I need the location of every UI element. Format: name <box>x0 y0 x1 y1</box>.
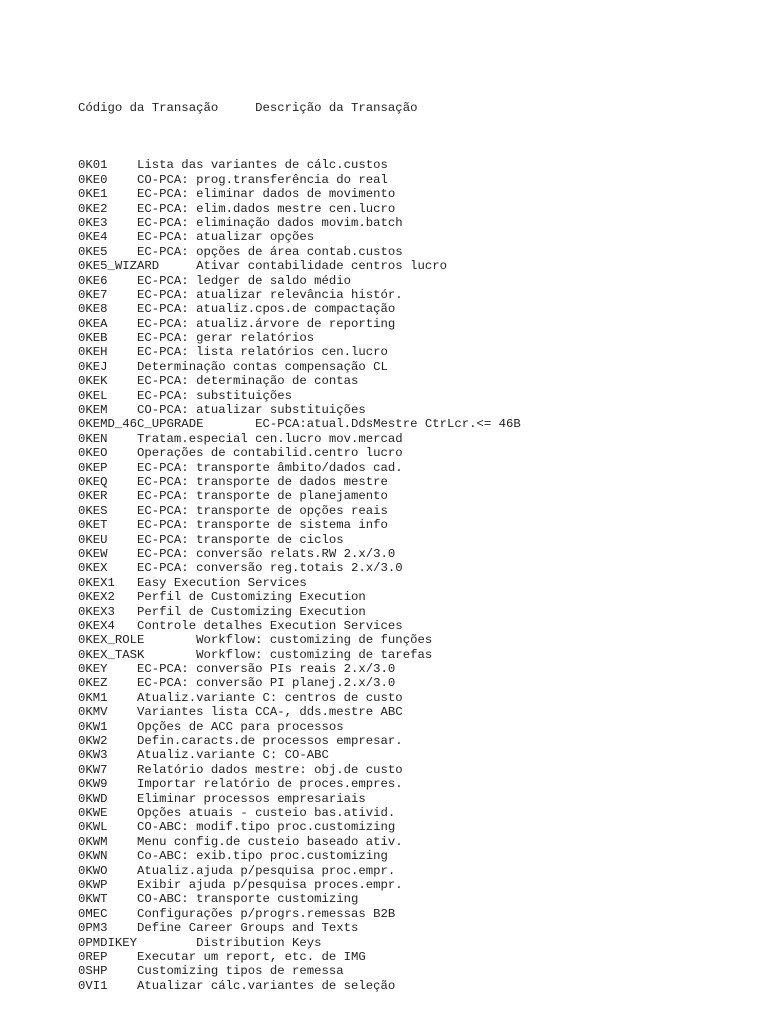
transaction-row: 0KWM Menu config.de custeio baseado ativ. <box>78 834 403 849</box>
transaction-row: 0KWE Opções atuais - custeio bas.ativid. <box>78 805 396 820</box>
transaction-row: 0KEN Tratam.especial cen.lucro mov.mercad <box>78 431 403 446</box>
transaction-row: 0PM3 Define Career Groups and Texts <box>78 921 359 936</box>
transaction-row: 0KE5_WIZARD Ativar contabilidade centros lucro <box>78 259 447 274</box>
transaction-row: 0KEX_TASK Workflow: customizing de tarefas <box>78 647 433 662</box>
transaction-row: 0KWT CO-ABC: transporte customizing <box>78 892 359 907</box>
transaction-row: 0KW2 Defin.caracts.de processos empresar. <box>78 734 403 749</box>
column-header-line: Código da Transação Descrição da Transação <box>78 100 418 115</box>
transaction-row: 0KWD Eliminar processos empresariais <box>78 791 366 806</box>
transaction-row: 0KES EC-PCA: transporte de opções reais <box>78 503 388 518</box>
transaction-row: 0VI1 Atualizar cálc.variantes de seleção <box>78 978 396 993</box>
transaction-row: 0KEP EC-PCA: transporte âmbito/dados cad. <box>78 460 403 475</box>
transaction-row: 0KW7 Relatório dados mestre: obj.de custo <box>78 762 403 777</box>
transaction-row: 0KEX_ROLE Workflow: customizing de funções <box>78 633 433 648</box>
transaction-row: 0KE0 CO-PCA: prog.transferência do real <box>78 172 388 187</box>
transaction-row: 0KEX1 Easy Execution Services <box>78 575 307 590</box>
transaction-row: 0KET EC-PCA: transporte de sistema info <box>78 518 388 533</box>
transaction-row: 0KW9 Importar relatório de proces.empres. <box>78 777 403 792</box>
transaction-row: 0KEA EC-PCA: atualiz.árvore de reporting <box>78 316 396 331</box>
transaction-row: 0KWN Co-ABC: exib.tipo proc.customizing <box>78 849 388 864</box>
transaction-row: 0SHP Customizing tipos de remessa <box>78 964 344 979</box>
transaction-row: 0KE1 EC-PCA: eliminar dados de movimento <box>78 187 396 202</box>
transaction-row: 0MEC Configurações p/progrs.remessas B2B <box>78 906 396 921</box>
transaction-row: 0KEX EC-PCA: conversão reg.totais 2.x/3.0 <box>78 561 403 576</box>
transaction-row: 0KE2 EC-PCA: elim.dados mestre cen.lucro <box>78 201 396 216</box>
transaction-row: 0KMV Variantes lista CCA-, dds.mestre ABC <box>78 705 403 720</box>
transaction-row: 0KWO Atualiz.ajuda p/pesquisa proc.empr. <box>78 863 396 878</box>
transaction-row: 0KEX4 Controle detalhes Execution Services <box>78 618 403 633</box>
transaction-row: 0KE6 EC-PCA: ledger de saldo médio <box>78 273 352 288</box>
transaction-row: 0REP Executar um report, etc. de IMG <box>78 949 366 964</box>
transaction-row: 0KEMD_46C_UPGRADE EC-PCA:atual.DdsMestre CtrLcr.<= 46B <box>78 417 521 432</box>
transaction-row: 0KEU EC-PCA: transporte de ciclos <box>78 532 344 547</box>
transaction-row: 0KE3 EC-PCA: eliminação dados movim.batch <box>78 215 403 230</box>
transaction-row: 0KE7 EC-PCA: atualizar relevância histór. <box>78 287 403 302</box>
transaction-row: 0KWP Exibir ajuda p/pesquisa proces.empr. <box>78 877 403 892</box>
transaction-row: 0KM1 Atualiz.variante C: centros de custo <box>78 690 403 705</box>
transaction-document <box>78 72 758 1007</box>
transaction-row: 0KEJ Determinação contas compensação CL <box>78 359 388 374</box>
transaction-row: 0KEO Operações de contabilid.centro lucro <box>78 446 403 461</box>
transaction-row: 0KEY EC-PCA: conversão PIs reais 2.x/3.0 <box>78 662 396 677</box>
transaction-row: 0KEQ EC-PCA: transporte de dados mestre <box>78 475 388 489</box>
transaction-row: 0KE4 EC-PCA: atualizar opções <box>78 230 315 245</box>
transaction-row: 0KER EC-PCA: transporte de planejamento <box>78 489 388 504</box>
transaction-row: 0KEB EC-PCA: gerar relatórios <box>78 331 315 346</box>
transaction-row: 0K01 Lista das variantes de cálc.custos <box>78 158 388 173</box>
transaction-row: 0KE8 EC-PCA: atualiz.cpos.de compactação <box>78 302 396 317</box>
transaction-row: 0KEL EC-PCA: substituições <box>78 388 293 403</box>
transaction-row: 0KEH EC-PCA: lista relatórios cen.lucro <box>78 345 388 360</box>
transaction-row: 0KWL CO-ABC: modif.tipo proc.customizing <box>78 820 396 835</box>
transaction-list <box>78 158 758 993</box>
transaction-row: 0KW3 Atualiz.variante C: CO-ABC <box>78 748 329 763</box>
transaction-row: 0KEX2 Perfil de Customizing Execution <box>78 590 366 605</box>
transaction-row: 0PMDIKEY Distribution Keys <box>78 935 322 950</box>
transaction-row: 0KEX3 Perfil de Customizing Execution <box>78 604 366 619</box>
transaction-row: 0KE5 EC-PCA: opções de área contab.custos <box>78 244 403 259</box>
transaction-row: 0KW1 Opções de ACC para processos <box>78 719 344 734</box>
transaction-row: 0KEW EC-PCA: conversão relats.RW 2.x/3.0 <box>78 546 396 561</box>
transaction-row: 0KEZ EC-PCA: conversão PI planej.2.x/3.0 <box>78 676 396 691</box>
transaction-row: 0KEM CO-PCA: atualizar substituições <box>78 403 366 418</box>
transaction-row: 0KEK EC-PCA: determinação de contas <box>78 374 359 389</box>
